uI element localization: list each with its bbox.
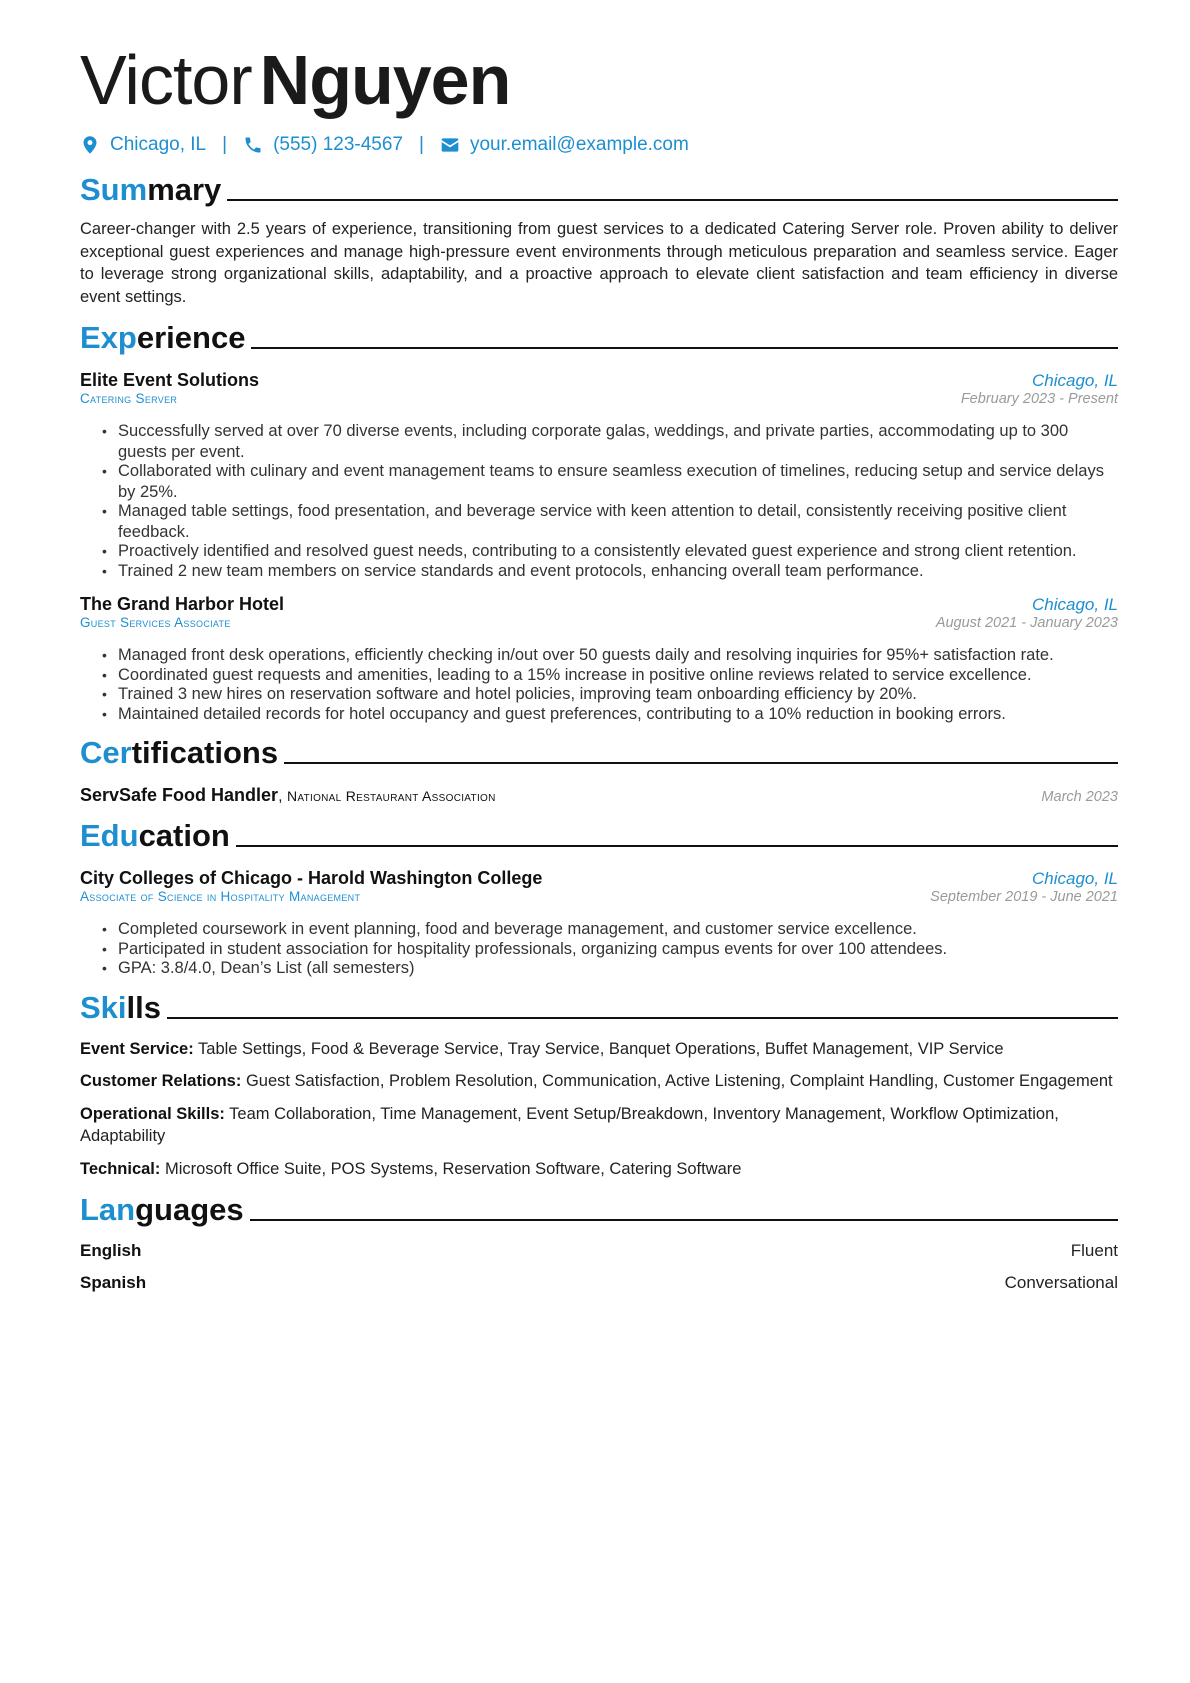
section-title-rest: cation [138, 818, 230, 853]
entry-location: Chicago, IL [1032, 869, 1118, 888]
section-title-accent: Cer [80, 735, 132, 770]
section-title-rest: lls [126, 989, 161, 1025]
experience-entry [80, 594, 1118, 724]
candidate-name [80, 38, 1118, 122]
section-title-rest: mary [147, 172, 222, 207]
skill-row [80, 1103, 1118, 1148]
section-title-rest: tifications [131, 735, 279, 770]
section-rule [227, 199, 1118, 201]
list-item: • Maintained detailed records for hotel occupancy and guest preferences, contributing to a 10% reduction in booking errors. [118, 704, 1118, 725]
section-title [80, 816, 230, 856]
contact-separator: | [419, 134, 424, 155]
section-rule [250, 1219, 1118, 1221]
language-row [80, 1272, 1118, 1294]
entry-subheader-row [80, 889, 1118, 905]
section-title [80, 170, 221, 210]
list-item: • Successfully served at over 70 diverse events, including corporate galas, weddings, and private parties, accommodating up to 300 guests per event. [118, 421, 1118, 462]
certification-row [80, 785, 1118, 806]
education-entry [80, 868, 1118, 979]
entry-subheader-row [80, 391, 1118, 407]
language-level: Conversational [1004, 1273, 1118, 1292]
certification-text [80, 785, 496, 806]
certifications-heading [80, 733, 1118, 773]
languages-heading [80, 1190, 1118, 1230]
contact-separator: | [222, 134, 228, 155]
summary-text: Career-changer with 2.5 years of experience, transitioning from guest services to a dedicated Catering Server role. Proven ability to deliver exceptional guest experiences and manage high-pressure event environments through meticulous preparation and seamless service. Eager to leverage strong organizational skills, adaptability, and a proactive approach to elevate client satisfaction and team efficiency in diverse event settings. [80, 220, 1118, 306]
experience-entry [80, 370, 1118, 581]
language-name: English [80, 1241, 142, 1260]
list-item: • Completed coursework in event planning, food and beverage management, and customer service excellence. [118, 919, 1118, 940]
language-row [80, 1240, 1118, 1262]
certification-issuer: National Restaurant Association [286, 788, 496, 804]
list-item: • Managed table settings, food presentation, and beverage service with keen attention to detail, consistently receiving positive client feedback. [118, 501, 1118, 542]
list-item: • Proactively identified and resolved guest needs, contributing to a consistently elevated guest experience and strong client retention. [118, 541, 1118, 562]
company-name: Elite Event Solutions [80, 370, 260, 390]
section-title-rest: erience [136, 320, 246, 355]
job-role: Catering Server [80, 391, 178, 406]
skill-label: Event Service: [80, 1039, 194, 1058]
map-marker-icon [80, 135, 100, 155]
skill-values: Table Settings, Food & Beverage Service, Tray Service, Banquet Operations, Buffet Management, VIP Service [193, 1039, 1004, 1058]
list-item: • Coordinated guest requests and amenities, leading to a 15% increase in positive online reviews related to service excellence. [118, 665, 1118, 686]
contact-location [80, 134, 206, 156]
education-heading [80, 816, 1118, 856]
last-name: Nguyen [259, 41, 511, 119]
skill-label: Operational Skills: [80, 1104, 225, 1123]
list-item: • Managed front desk operations, efficiently checking in/out over 50 guests daily and resolving inquiries for 95%+ satisfaction rate. [118, 645, 1118, 666]
section-title [80, 733, 278, 773]
entry-dates: February 2023 - Present [960, 391, 1118, 407]
skill-label: Customer Relations: [80, 1072, 242, 1090]
experience-heading [80, 318, 1118, 358]
certification-separator: , [278, 788, 287, 805]
section-title-accent: Lan [80, 1192, 136, 1227]
section-title-accent: Sum [80, 172, 148, 207]
list-item: • Participated in student association for hospitality professionals, organizing campus events for over 100 attendees. [118, 939, 1118, 960]
entry-subheader-row [80, 615, 1118, 631]
list-item: • Trained 3 new hires on reservation software and hotel policies, improving team onboarding efficiency by 20%. [118, 684, 1118, 705]
summary-heading [80, 170, 1118, 210]
skill-values: Team Collaboration, Time Management, Event Setup/Breakdown, Inventory Management, Workflow Optimization, Adaptability [80, 1104, 1059, 1145]
section-rule [167, 1017, 1118, 1019]
location-text: Chicago, IL [110, 134, 207, 155]
resume-content [80, 38, 1118, 1294]
skills-heading [80, 988, 1118, 1028]
list-item: • Trained 2 new team members on service standards and event protocols, enhancing overall team performance. [118, 561, 1118, 582]
bullet-list [80, 645, 1118, 724]
entry-header-row [80, 868, 1118, 889]
entry-location: Chicago, IL [1032, 595, 1118, 614]
language-level: Fluent [1070, 1241, 1118, 1260]
section-title-accent: Ski [80, 989, 127, 1025]
contact-email[interactable] [440, 134, 689, 156]
entry-header-row [80, 370, 1118, 391]
bullet-list [80, 421, 1118, 581]
certification-name: ServSafe Food Handler [80, 785, 279, 805]
phone-text: (555) 123-4567 [273, 134, 403, 155]
section-title [80, 988, 161, 1028]
entry-dates: September 2019 - June 2021 [930, 889, 1118, 905]
skill-values: Microsoft Office Suite, POS Systems, Reservation Software, Catering Software [160, 1159, 742, 1178]
company-name: The Grand Harbor Hotel [80, 594, 285, 614]
section-title [80, 1190, 244, 1230]
section-title-accent: Edu [80, 818, 139, 853]
section-rule [236, 845, 1118, 847]
list-item: • Collaborated with culinary and event management teams to ensure seamless execution of timelines, reducing setup and service delays by 25%. [118, 461, 1118, 502]
section-rule [284, 762, 1118, 764]
entry-location: Chicago, IL [1032, 371, 1118, 390]
entry-header-row [80, 594, 1118, 615]
email-link: your.email@example.com [469, 134, 689, 155]
language-name: Spanish [80, 1273, 147, 1292]
section-rule [251, 347, 1118, 349]
first-name: Victor [80, 41, 252, 119]
skill-row [80, 1070, 1118, 1093]
skill-row [80, 1158, 1118, 1181]
skill-values: Guest Satisfaction, Problem Resolution, Communication, Active Listening, Complaint Handling, Customer Engagement [241, 1072, 1113, 1090]
degree-name: Associate of Science in Hospitality Management [80, 889, 361, 904]
skill-label: Technical: [80, 1159, 161, 1178]
section-title-rest: guages [135, 1192, 244, 1227]
phone-icon [243, 135, 263, 155]
skill-row [80, 1038, 1118, 1061]
contact-line [80, 130, 1118, 160]
contact-phone[interactable] [243, 134, 403, 156]
list-item: • GPA: 3.8/4.0, Dean’s List (all semesters) [118, 958, 1118, 979]
job-role: Guest Services Associate [80, 615, 231, 630]
bullet-list [80, 919, 1118, 979]
section-title [80, 318, 245, 358]
school-name: City Colleges of Chicago - Harold Washington College [80, 868, 543, 888]
certification-date: March 2023 [1041, 789, 1118, 805]
section-title-accent: Exp [80, 320, 137, 355]
entry-dates: August 2021 - January 2023 [935, 615, 1118, 631]
envelope-icon [440, 135, 460, 155]
